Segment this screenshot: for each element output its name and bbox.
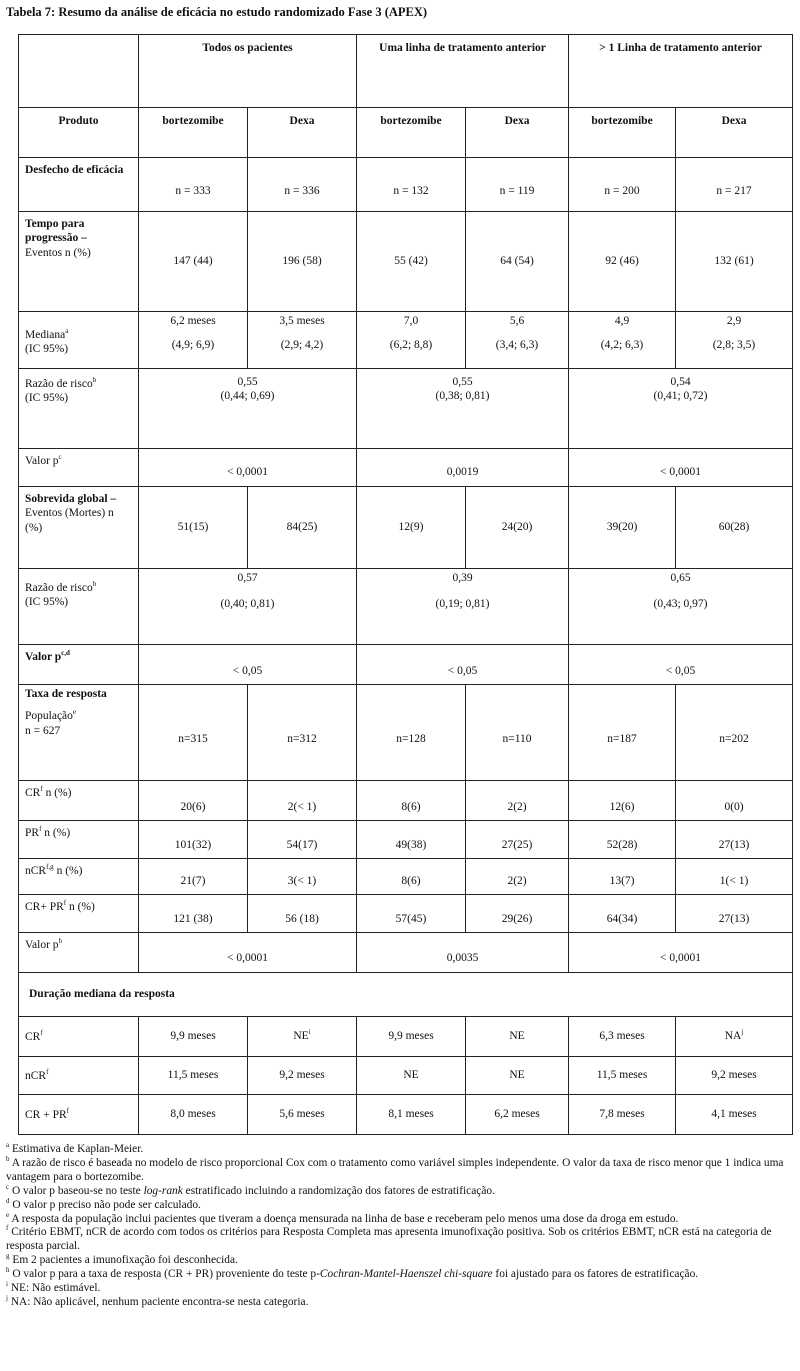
table-cell: 7,0 (6,2; 8,8) <box>357 312 466 369</box>
table-cell: n = 119 <box>466 158 569 212</box>
row-label: CR + $PR^f$ <box>19 1095 139 1135</box>
footnote: $^i$ NE: Não estimável. <box>6 1280 101 1295</box>
row-label: nCR$^f$ <box>19 1057 139 1095</box>
table-cell: < 0,0001 <box>569 933 793 973</box>
footnote: $^j$ NA: Não aplicável, nenhum paciente encontra-se nesta categoria. <box>6 1294 309 1308</box>
table-cell: 55 (42) <box>357 212 466 312</box>
row-label: $CR+ PR^f$ n (%) <box>19 895 139 933</box>
column-header: Dexa <box>676 108 793 158</box>
razao-risco-row <box>19 369 793 449</box>
table-cell: 5,6 (3,4; 6,3) <box>466 312 569 369</box>
table-cell: n = 336 <box>248 158 357 212</box>
mediana-row <box>19 312 793 369</box>
table-cell: 121 (38) <box>139 895 248 933</box>
column-header: bortezomibe <box>569 108 676 158</box>
table-cell: < 0,0001 <box>139 933 357 973</box>
produto-row <box>19 108 793 158</box>
sobrevida-row <box>19 487 793 569</box>
table-cell: 0(0) <box>676 781 793 821</box>
table-cell: < 0,05 <box>569 645 793 685</box>
table-cell: n=312 <box>248 685 357 781</box>
table-cell: 2(< 1) <box>248 781 357 821</box>
table-cell: 4,1 meses <box>676 1095 793 1135</box>
duracao-cr-row <box>19 1017 793 1057</box>
table-cell: < 0,05 <box>357 645 569 685</box>
table-cell: 13(7) <box>569 859 676 895</box>
footnote: $^c$ O valor p baseou-se no teste log-rank estratificado incluindo a randomização dos fatores de estratificação. <box>6 1182 495 1197</box>
group-header-row <box>19 35 793 108</box>
table-cell: 92 (46) <box>569 212 676 312</box>
table-cell: 11,5 meses <box>139 1057 248 1095</box>
group-header-multi-line: > 1 Linha de tratamento anterior <box>569 35 793 108</box>
table-cell: 6,2 meses <box>466 1095 569 1135</box>
table-cell: 132 (61) <box>676 212 793 312</box>
table-cell: 64 (54) <box>466 212 569 312</box>
column-header: Dexa <box>248 108 357 158</box>
table-cell: 9,9 meses <box>139 1017 248 1057</box>
table-cell: n = 132 <box>357 158 466 212</box>
duracao-header-row <box>19 973 793 1017</box>
table-cell: 8,1 meses <box>357 1095 466 1135</box>
table-cell: 9,2 meses <box>248 1057 357 1095</box>
row-label <box>19 212 139 312</box>
table-cell: 29(26) <box>466 895 569 933</box>
table-cell: 3,5 meses (2,9; 4,2) <box>248 312 357 369</box>
table-cell: 2,9 (2,8; 3,5) <box>676 312 793 369</box>
empty-header-cell <box>19 35 139 108</box>
table-cell: 196 (58) <box>248 212 357 312</box>
table-cell: 8(6) <box>357 781 466 821</box>
footnote: $^h$ O valor p para a taxa de resposta (CR + PR) proveniente do teste p-Cochran-Mantel-Haenszel chi-square foi ajustado para os fatores de estratificação. <box>6 1266 699 1281</box>
table-cell: 3(< 1) <box>248 859 357 895</box>
row-label: Valor $p^c$ <box>19 449 139 487</box>
row-label-rest: População$^e$ <box>25 708 77 723</box>
table-cell: 1(< 1) <box>676 859 793 895</box>
table-cell: 101(32) <box>139 821 248 859</box>
footnote: $^b$ A razão de risco é baseada no modelo de risco proporcional Cox com o tratamento como variável simples independente. O valor da taxa de risco menor que 1 indica uma vantagem para o bortezomibe. <box>6 1155 784 1183</box>
table-cell: 11,5 meses <box>569 1057 676 1095</box>
table-cell: 7,8 meses <box>569 1095 676 1135</box>
row-label: Valor $p^{c,d}$ <box>19 645 139 685</box>
row-label <box>19 685 139 781</box>
row-label: Razão de risco$^b$ (IC 95%) <box>19 369 139 449</box>
section-header: Duração mediana da resposta <box>19 973 793 1017</box>
desfecho-row <box>19 158 793 212</box>
footnote: $^d$ O valor p preciso não pode ser calculado. <box>6 1196 201 1211</box>
footnote: $^e$ A resposta da população inclui pacientes que tiveram a doença mensurada na linha de base e receberam pelo menos uma dose da droga em estudo. <box>6 1210 679 1225</box>
row-label-rest: Eventos (Mortes) n (%) <box>25 507 114 534</box>
table-cell: 64(34) <box>569 895 676 933</box>
table-cell: < 0,0001 <box>139 449 357 487</box>
column-header: bortezomibe <box>357 108 466 158</box>
efficacy-table <box>18 34 793 1135</box>
row-label-bold: Tempo para progressão – <box>25 218 87 245</box>
row-label: Desfecho de eficácia <box>19 158 139 212</box>
valor-p-row <box>19 449 793 487</box>
table-cell: NE <box>357 1057 466 1095</box>
group-header-one-line: Uma linha de tratamento anterior <box>357 35 569 108</box>
razao-risco-row <box>19 569 793 645</box>
table-cell: 12(9) <box>357 487 466 569</box>
table-cell: 24(20) <box>466 487 569 569</box>
column-header: bortezomibe <box>139 108 248 158</box>
table-cell: 12(6) <box>569 781 676 821</box>
table-cell: n = 333 <box>139 158 248 212</box>
table-title: Tabela 7: Resumo da análise de eficácia no estudo randomizado Fase 3 (APEX) <box>6 5 428 19</box>
table-cell: 8,0 meses <box>139 1095 248 1135</box>
table-cell: NE <box>466 1017 569 1057</box>
table-cell: 56 (18) <box>248 895 357 933</box>
duracao-ncr-row <box>19 1057 793 1095</box>
row-label: $CR^f$ n (%) <box>19 781 139 821</box>
table-cell: n=110 <box>466 685 569 781</box>
table-cell: 0,0035 <box>357 933 569 973</box>
valor-p-row <box>19 933 793 973</box>
table-cell: 52(28) <box>569 821 676 859</box>
table-cell: $NE^i$ <box>248 1017 357 1057</box>
column-header: Dexa <box>466 108 569 158</box>
row-label: Valor $p^h$ <box>19 933 139 973</box>
table-cell: 6,3 meses <box>569 1017 676 1057</box>
ncr-row <box>19 859 793 895</box>
footnote: $^a$ Estimativa de Kaplan-Meier. <box>6 1141 144 1155</box>
table-cell: 6,2 meses (4,9; 6,9) <box>139 312 248 369</box>
table-cell: 0,39 (0,19; 0,81) <box>357 569 569 645</box>
table-cell: 39(20) <box>569 487 676 569</box>
table-cell: < 0,0001 <box>569 449 793 487</box>
table-cell: 27(13) <box>676 821 793 859</box>
crpr-row <box>19 895 793 933</box>
row-label: Produto <box>19 108 139 158</box>
table-cell: 9,2 meses <box>676 1057 793 1095</box>
footnote: $^g$ Em 2 pacientes a imunofixação foi desconhecida. <box>6 1252 238 1267</box>
table-cell: n = 200 <box>569 158 676 212</box>
table-cell: 147 (44) <box>139 212 248 312</box>
table-cell: 57(45) <box>357 895 466 933</box>
table-cell: 21(7) <box>139 859 248 895</box>
row-label-bold: Sobrevida global – <box>25 493 117 505</box>
cr-row <box>19 781 793 821</box>
table-cell: n=315 <box>139 685 248 781</box>
row-label: $PR^f$ n (%) <box>19 821 139 859</box>
table-cell: 54(17) <box>248 821 357 859</box>
table-cell: 0,65 (0,43; 0,97) <box>569 569 793 645</box>
row-label-bold: Taxa de resposta <box>25 688 107 700</box>
table-cell: 0,0019 <box>357 449 569 487</box>
footnotes <box>6 1143 790 1310</box>
row-label: Mediana$^a$ (IC 95%) <box>19 312 139 369</box>
table-cell: $NA^j$ <box>676 1017 793 1057</box>
table-cell: NE <box>466 1057 569 1095</box>
row-label-rest: Eventos n (%) <box>25 246 91 259</box>
table-cell: < 0,05 <box>139 645 357 685</box>
table-cell: 2(2) <box>466 781 569 821</box>
table-cell: 0,55 (0,38; 0,81) <box>357 369 569 449</box>
row-label: nCR$^{f,g}$ n (%) <box>19 859 139 895</box>
table-cell: n=202 <box>676 685 793 781</box>
table-cell: 27(13) <box>676 895 793 933</box>
row-label: $CR^f$ <box>19 1017 139 1057</box>
table-cell: 51(15) <box>139 487 248 569</box>
duracao-crpr-row <box>19 1095 793 1135</box>
table-cell: 9,9 meses <box>357 1017 466 1057</box>
table-cell: 20(6) <box>139 781 248 821</box>
row-label <box>19 487 139 569</box>
table-cell: 4,9 (4,2; 6,3) <box>569 312 676 369</box>
resposta-row <box>19 685 793 781</box>
footnote: $^f$ Critério EBMT, nCR de acordo com todos os critérios para Resposta Completa mas apresenta imunofixação positiva. Sob os critérios EBMT, nCR está na categoria de resposta parcial. <box>6 1224 772 1253</box>
table-cell: 0,54 (0,41; 0,72) <box>569 369 793 449</box>
row-label-rest: n = 627 <box>25 724 61 737</box>
table-cell: 8(6) <box>357 859 466 895</box>
table-cell: 49(38) <box>357 821 466 859</box>
table-cell: 27(25) <box>466 821 569 859</box>
table-cell: 5,6 meses <box>248 1095 357 1135</box>
valor-p-row <box>19 645 793 685</box>
table-cell: 0,57 (0,40; 0,81) <box>139 569 357 645</box>
table-cell: n=187 <box>569 685 676 781</box>
table-cell: 60(28) <box>676 487 793 569</box>
table-cell: 0,55 (0,44; 0,69) <box>139 369 357 449</box>
group-header-all: Todos os pacientes <box>139 35 357 108</box>
table-cell: n = 217 <box>676 158 793 212</box>
table-cell: n=128 <box>357 685 466 781</box>
ttp-row <box>19 212 793 312</box>
table-cell: 84(25) <box>248 487 357 569</box>
table-cell: 2(2) <box>466 859 569 895</box>
row-label: Razão de risco$^b$ (IC 95%) <box>19 569 139 645</box>
pr-row <box>19 821 793 859</box>
